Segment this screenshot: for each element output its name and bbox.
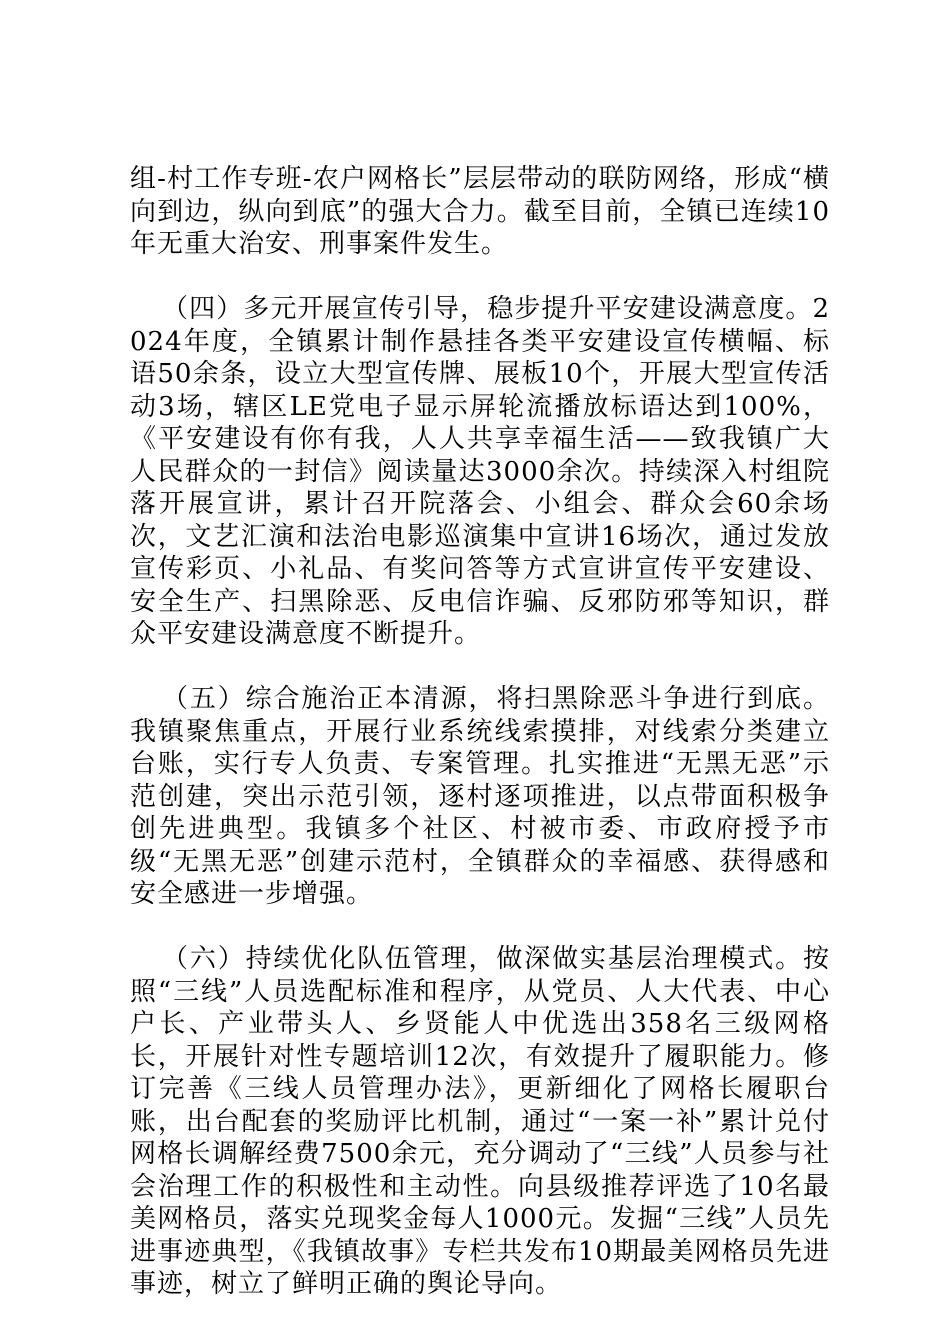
paragraph-section-6: （六）持续优化队伍管理，做深做实基层治理模式。按照“三线”人员选配标准和程序，从党员、人大代表、中心户长、产业带头人、乡贤能人中优选出358名三级网格长，开展针对性专题培训12次，有效提升了履职能力。修订完善《三线人员管理办法》，更新细化了网格长履职台账，出台配套的奖励评比机制，通过“一案一补”累计兑付网格长调解经费7500余元，充分调动了“三线”人员参与社会治理工作的积极性和主动性。向县级推荐评选了10名最美网格员，落实兑现奖金每人1000元。发掘“三线”人员先进事迹典型，《我镇故事》专栏共发布10期最美网格员先进事迹，树立了鲜明正确的舆论导向。 [130, 944, 830, 1299]
paragraph-section-4: （四）多元开展宣传引导，稳步提升平安建设满意度。2024年度，全镇累计制作悬挂各类平安建设宣传横幅、标语50余条，设立大型宣传牌、展板10个，开展大型宣传活动3场，辖区LE党电子显示屏轮流播放标语达到100%，《平安建设有你有我，人人共享幸福生活——致我镇广大人民群众的一封信》阅读量达3000余次。持续深入村组院落开展宣讲，累计召开院落会、小组会、群众会60余场次，文艺汇演和法治电影巡演集中宣讲16场次，通过发放宣传彩页、小礼品、有奖问答等方式宣讲宣传平安建设、安全生产、扫黑除恶、反电信诈骗、反邪防邪等知识，群众平安建设满意度不断提升。 [130, 294, 830, 649]
paragraph-section-5: （五）综合施治正本清源，将扫黑除恶斗争进行到底。我镇聚焦重点，开展行业系统线索摸排，对线索分类建立台账，实行专人负责、专案管理。扎实推进“无黑无恶”示范创建，突出示范引领，逐村逐项推进，以点带面积极争创先进典型。我镇多个社区、村被市委、市政府授予市级“无黑无恶”创建示范村，全镇群众的幸福感、获得感和安全感进一步增强。 [130, 684, 830, 909]
paragraph-continuation: 组-村工作专班-农户网格长”层层带动的联防网络，形成“横向到边，纵向到底”的强大合力。截至目前，全镇已连续10年无重大治安、刑事案件发生。 [130, 164, 830, 259]
document-page [130, 163, 830, 1333]
